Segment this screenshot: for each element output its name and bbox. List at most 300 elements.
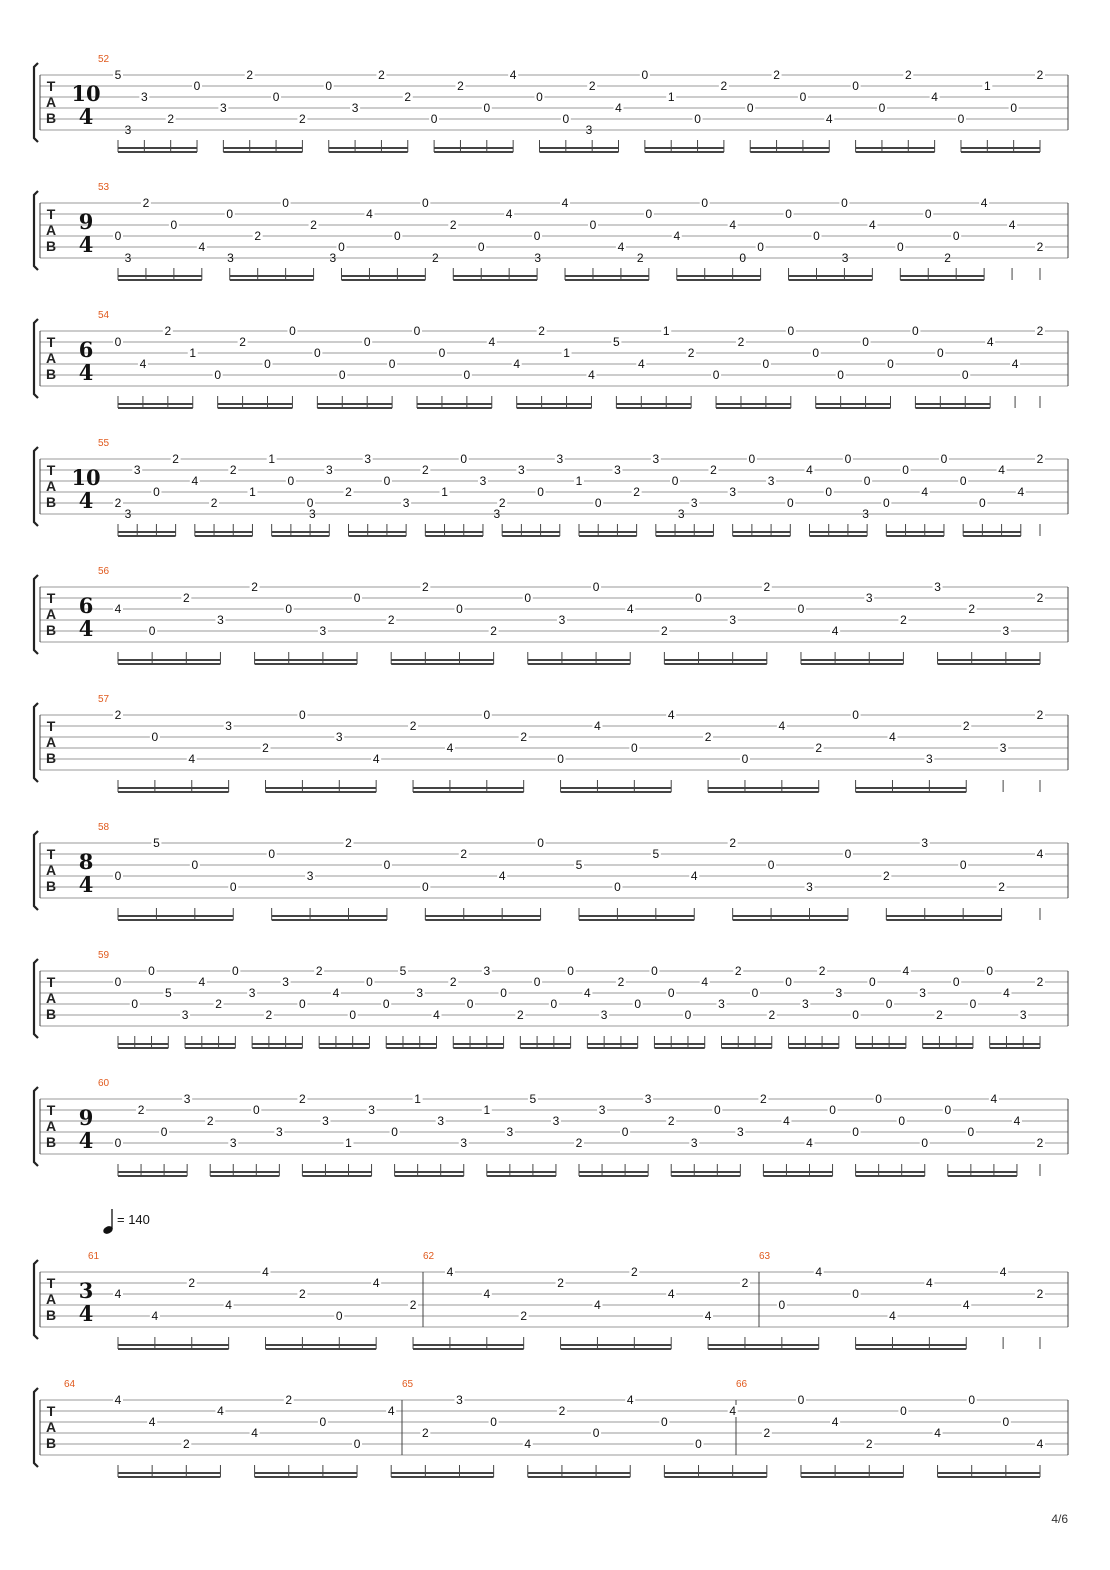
fret-number: 2 [575,1136,583,1150]
fret-number-bass: 3 [862,507,869,521]
fret-number: 4 [778,719,786,733]
fret-number: 2 [265,1008,273,1022]
time-signature-bottom: 4 [78,104,94,129]
tab-system [34,1379,1068,1477]
fret-number: 3 [225,719,232,733]
fret-number: 0 [153,485,160,499]
fret-number: 4 [188,752,196,766]
fret-number-bass: 3 [841,251,849,265]
system-bracket [34,959,38,1038]
fret-number: 4 [114,1393,122,1407]
fret-number: 0 [460,452,468,466]
fret-number: 0 [421,196,429,210]
fret-number: 2 [865,1437,873,1451]
fret-number: 0 [641,68,649,82]
time-signature-top: 8 [78,849,94,874]
measure-number: 65 [402,1379,414,1390]
fret-number: 2 [315,964,323,978]
tab-clef-letter: T [46,1102,56,1118]
fret-number: 4 [332,986,340,1000]
time-signature-bottom: 4 [78,872,94,897]
fret-number: 4 [999,1265,1007,1279]
fret-number: 0 [562,112,570,126]
tab-system [34,310,1068,408]
fret-number-bass: 3 [677,507,685,521]
fret-number: 0 [567,964,574,978]
fret-number: 4 [1013,1114,1021,1128]
tab-system [34,1251,1068,1349]
fret-number: 1 [983,79,991,93]
fret-number: 4 [998,463,1005,477]
fret-number: 0 [912,324,919,338]
fret-number: 0 [837,368,844,382]
measure-number: 63 [759,1251,771,1262]
fret-number: 0 [353,1437,361,1451]
time-signature-top: 10 [71,81,101,106]
fret-number: 0 [896,240,904,254]
fret-number: 4 [806,463,813,477]
fret-number: 4 [488,335,496,349]
fret-number-bass: 2 [636,251,644,265]
system-bracket [34,831,38,910]
fret-number: 0 [634,997,642,1011]
fret-number: 4 [561,196,569,210]
fret-number: 2 [768,1008,776,1022]
fret-number: 0 [272,90,280,104]
fret-number: 4 [701,975,709,989]
fret-number: 0 [289,324,296,338]
fret-number: 0 [1010,101,1018,115]
fret-number: 3 [598,1103,606,1117]
fret-number: 3 [248,986,256,1000]
fret-number: 3 [1002,624,1010,638]
system-bracket [34,575,38,654]
tempo-marking [102,1209,150,1235]
fret-number: 0 [285,602,293,616]
fret-number: 2 [182,1437,190,1451]
fret-number: 3 [921,836,929,850]
fret-number: 0 [786,496,794,510]
fret-number: 0 [114,869,122,883]
fret-number: 2 [557,1276,564,1290]
fret-number: 4 [815,1265,823,1279]
fret-number: 0 [844,847,852,861]
fret-number: 2 [904,68,912,82]
fret-number: 3 [644,1092,652,1106]
fret-number: 1 [249,485,256,499]
fret-number: 0 [268,847,276,861]
fret-number: 2 [251,580,258,594]
fret-number: 2 [137,1103,145,1117]
fret-number: 0 [430,112,438,126]
tab-clef-letter: T [46,718,56,734]
fret-number-bass: 3 [124,123,132,137]
fret-number: 1 [563,346,570,360]
fret-number: 3 [729,485,737,499]
fret-number: 2 [763,1426,771,1440]
fret-number: 0 [924,207,932,221]
fret-number: 0 [232,964,239,978]
fret-number: 2 [710,463,717,477]
fret-number: 2 [345,836,352,850]
fret-number: 0 [391,1125,398,1139]
fret-number: 4 [1008,218,1016,232]
fret-number: 2 [998,880,1005,894]
fret-number: 3 [737,1125,744,1139]
fret-number: 4 [704,1309,712,1323]
fret-number: 0 [671,474,679,488]
time-signature-bottom: 4 [78,360,94,385]
fret-number: 4 [513,357,521,371]
fret-number: 3 [133,463,141,477]
fret-number: 4 [626,1393,634,1407]
fret-number: 3 [325,463,333,477]
fret-number: 2 [188,1276,196,1290]
fret-number-bass: 2 [431,251,439,265]
fret-number: 0 [483,708,491,722]
fret-number: 0 [621,1125,629,1139]
tab-clef-letter: A [45,862,57,878]
system-bracket [34,1260,38,1339]
fret-number: 0 [264,357,271,371]
tab-clef-letter: B [45,1006,57,1022]
tab-clef-letter: B [45,622,57,638]
fret-number: 2 [763,580,771,594]
fret-number: 3 [276,1125,283,1139]
fret-number: 0 [799,90,807,104]
fret-number: 0 [959,858,967,872]
fret-number: 4 [729,218,737,232]
fret-number: 0 [986,964,994,978]
fret-number: 2 [900,613,907,627]
fret-number: 0 [287,474,295,488]
fret-number: 3 [767,474,775,488]
fret-number: 0 [695,591,702,605]
fret-number: 0 [757,240,764,254]
fret-number: 2 [667,1114,675,1128]
fret-number-bass: 3 [227,251,234,265]
fret-number: 0 [335,1309,343,1323]
fret-number: 0 [812,346,820,360]
fret-number: 0 [557,752,564,766]
tab-system [34,438,1068,536]
fret-number: 4 [889,1309,896,1323]
fret-number: 2 [773,68,780,82]
fret-number: 2 [285,1393,293,1407]
fret-number: 4 [151,1309,159,1323]
fret-number: 0 [778,1298,786,1312]
fret-number: 0 [490,1415,497,1429]
fret-number: 2 [421,580,429,594]
tab-clef-letter: B [45,1435,57,1451]
fret-number: 2 [114,708,122,722]
fret-number: 2 [172,452,179,466]
fret-number: 0 [614,880,621,894]
fret-number: 0 [852,1125,859,1139]
fret-number: 4 [387,1404,395,1418]
fret-number: 0 [500,986,507,1000]
tab-clef-letter: T [46,590,56,606]
fret-number: 2 [310,218,317,232]
fret-number: 2 [421,1426,429,1440]
fret-number: 2 [1036,452,1044,466]
fret-number: 0 [114,335,122,349]
fret-number: 1 [667,90,675,104]
fret-number: 2 [215,997,222,1011]
fret-number: 0 [533,229,541,243]
fret-number: 0 [191,858,199,872]
tab-clef-letter: B [45,1134,57,1150]
fret-number-bass: 3 [309,507,316,521]
fret-number: 0 [813,229,820,243]
fret-number: 0 [151,730,159,744]
fret-number: 4 [825,112,833,126]
fret-number: 4 [934,1426,941,1440]
tab-clef-letter: T [46,974,56,990]
fret-number: 2 [962,719,970,733]
fret-number: 0 [438,346,446,360]
fret-number: 2 [687,346,695,360]
system-bracket [34,703,38,782]
fret-number: 1 [345,1136,352,1150]
fret-number: 0 [338,368,346,382]
fret-number: 3 [806,880,813,894]
fret-number: 2 [114,496,122,510]
fret-number: 0 [463,368,471,382]
fret-number: 0 [148,624,156,638]
tab-clef-letter: T [46,1403,56,1419]
tab-clef-letter: T [46,334,56,350]
fret-number: 0 [537,485,544,499]
fret-number: 4 [783,1114,790,1128]
fret-number: 0 [592,1426,600,1440]
tab-clef-letter: T [46,462,56,478]
fret-number: 3 [999,741,1007,755]
fret-number: 0 [887,357,894,371]
fret-number: 2 [299,1287,306,1301]
fret-number: 3 [690,1136,698,1150]
fret-number: 3 [140,90,148,104]
fret-number: 1 [189,346,197,360]
fret-number: 3 [217,613,224,627]
fret-number: 1 [662,324,670,338]
fret-number: 3 [306,869,314,883]
fret-number: 4 [524,1437,532,1451]
fret-number: 4 [1017,485,1025,499]
fret-number: 0 [325,79,333,93]
fret-number: 4 [198,240,206,254]
fret-number: 2 [206,1114,214,1128]
fret-number: 4 [225,1298,232,1312]
fret-number: 0 [712,368,720,382]
tab-clef-letter: B [45,878,57,894]
fret-number: 3 [652,452,660,466]
fret-number: 0 [592,580,600,594]
fret-number: 5 [575,858,583,872]
fret-number: 0 [841,196,848,210]
measure-number: 64 [64,1379,76,1390]
fret-number: 4 [483,1287,491,1301]
measure-number: 53 [98,182,110,193]
fret-number: 0 [979,496,986,510]
fret-number: 0 [226,207,234,221]
fret-number: 4 [729,1404,737,1418]
fret-number: 5 [529,1092,537,1106]
fret-number: 3 [319,624,327,638]
fret-number: 0 [306,496,314,510]
fret-number: 0 [787,324,795,338]
fret-number: 4 [262,1265,269,1279]
fret-number-bass: 3 [329,251,337,265]
fret-number: 0 [898,1114,906,1128]
fret-number-bass: 3 [493,507,501,521]
system-bracket [34,319,38,398]
fret-number: 4 [980,196,988,210]
fret-number: 2 [741,1276,749,1290]
fret-number: 2 [968,602,976,616]
fret-number: 0 [862,335,869,349]
fret-number: 4 [667,708,675,722]
fret-number: 0 [902,463,909,477]
system-bracket [34,447,38,526]
fret-number: 3 [437,1114,445,1128]
fret-number: 3 [460,1136,468,1150]
fret-number: 0 [875,1092,882,1106]
fret-number: 5 [652,847,660,861]
fret-number: 3 [926,752,933,766]
system-bracket [34,191,38,270]
tab-clef-letter: B [45,1307,57,1323]
tab-clef-letter: B [45,238,57,254]
fret-number: 4 [931,90,938,104]
fret-number: 3 [364,452,372,466]
tab-clef-letter: T [46,1275,56,1291]
time-signature-bottom: 4 [78,1128,94,1153]
fret-number: 3 [690,496,698,510]
fret-number: 2 [262,741,269,755]
fret-number: 0 [869,975,876,989]
fret-number-bass: 0 [739,251,747,265]
fret-number: 2 [558,1404,566,1418]
fret-number: 0 [952,229,960,243]
fret-number: 3 [416,986,424,1000]
fret-number: 0 [701,196,709,210]
fret-number: 0 [533,975,541,989]
fret-number: 0 [193,79,201,93]
fret-number-bass: 3 [124,251,132,265]
tab-clef-letter: A [45,222,57,238]
fret-number: 4 [594,1298,601,1312]
fret-number: 2 [421,463,429,477]
fret-number-bass: 3 [585,123,593,137]
tab-system [34,950,1068,1048]
fret-number: 0 [684,1008,692,1022]
tab-system [34,182,1068,280]
fret-number: 4 [251,1426,258,1440]
fret-number: 0 [968,1393,976,1407]
fret-number: 2 [815,741,823,755]
fret-number: 0 [353,591,361,605]
fret-number-bass: 3 [534,251,542,265]
time-signature-top: 3 [78,1278,94,1303]
fret-number: 0 [844,452,852,466]
fret-number: 3 [322,1114,329,1128]
fret-number: 0 [338,240,345,254]
fret-number: 0 [413,324,421,338]
fret-number: 4 [831,1415,839,1429]
fret-number: 0 [762,357,770,371]
fret-number: 0 [661,1415,668,1429]
fret-number: 0 [366,975,373,989]
fret-number: 4 [637,357,645,371]
tab-clef-letter: T [46,846,56,862]
fret-number: 2 [516,1008,524,1022]
fret-number: 2 [387,613,395,627]
fret-number: 3 [600,1008,608,1022]
time-signature-bottom: 4 [78,1301,94,1326]
tab-clef-letter: B [45,750,57,766]
fret-number: 4 [446,741,454,755]
fret-number: 0 [483,101,491,115]
system-bracket [34,1388,38,1467]
tab-clef-letter: B [45,366,57,382]
fret-number: 0 [961,368,969,382]
fret-number: 4 [902,964,910,978]
fret-number: 3 [506,1125,514,1139]
fret-number: 0 [825,485,833,499]
fret-number: 0 [349,1008,357,1022]
tab-clef-letter: A [45,1118,57,1134]
tab-clef-letter: A [45,478,57,494]
fret-number: 4 [806,1136,813,1150]
fret-number: 4 [1003,986,1010,1000]
fret-number: 2 [936,1008,943,1022]
tab-system [34,822,1068,920]
fret-number-bass: 2 [944,251,951,265]
fret-number: 0 [114,229,122,243]
fret-number: 4 [594,719,601,733]
fret-number: 2 [164,324,172,338]
fret-number: 0 [885,997,893,1011]
fret-number: 2 [210,496,218,510]
tab-clef-letter: A [45,606,57,622]
fret-number: 3 [229,1136,237,1150]
fret-number: 3 [801,997,809,1011]
tab-clef-letter: A [45,1291,57,1307]
fret-number: 3 [479,474,487,488]
fret-number: 3 [718,997,725,1011]
time-signature-top: 6 [78,593,94,618]
measure-number: 60 [98,1078,110,1089]
fret-number: 2 [378,68,385,82]
fret-number: 3 [919,986,926,1000]
fret-number: 2 [1036,591,1044,605]
fret-number: 0 [421,880,429,894]
fret-number: 4 [366,207,373,221]
fret-number: 4 [139,357,147,371]
fret-number: 0 [785,207,792,221]
fret-number: 2 [729,836,737,850]
fret-number: 4 [584,986,591,1000]
tab-clef-letter: B [45,110,57,126]
fret-number: 3 [835,986,843,1000]
fret-number: 5 [613,335,620,349]
fret-number: 1 [414,1092,421,1106]
time-signature-top: 10 [71,465,101,490]
fret-number: 4 [509,68,517,82]
fret-number: 0 [524,591,532,605]
fret-number: 3 [865,591,873,605]
